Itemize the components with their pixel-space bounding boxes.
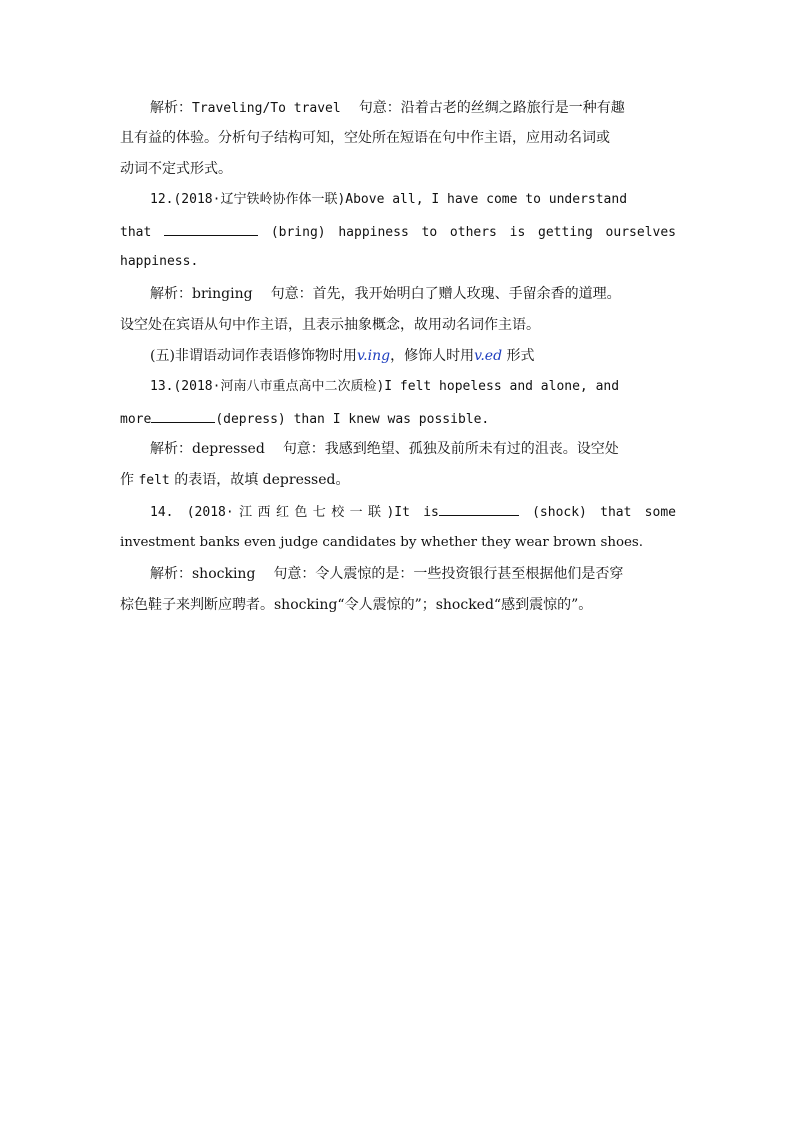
analysis-text: 的表语，故填: [174, 472, 259, 488]
question-14-line-1: [150, 501, 676, 521]
term-v-ed: v.ed: [474, 348, 503, 364]
question-text: more: [120, 412, 152, 427]
analysis-12-line-1: [150, 284, 676, 304]
section-text: (五)非谓语动词作表语修饰物时用: [150, 348, 357, 364]
question-14-line-2: investment banks even judge candidates by whether they wear brown shoes.: [120, 535, 644, 550]
sentence-meaning: 句意：我感到绝望、孤独及前所未有过的沮丧。设空处: [282, 441, 619, 457]
section-text: 形式: [506, 348, 535, 364]
quoted-word: felt: [138, 473, 170, 488]
sentence-meaning: 句意：首先，我开始明白了赠人玫瑰、手留余香的道理。: [270, 286, 621, 302]
answer-blank: [164, 221, 258, 236]
answer-text: depressed: [192, 441, 265, 457]
analysis-13-line-1: [150, 439, 676, 459]
term-v-ing: v.ing: [356, 348, 391, 364]
section-five-heading: [150, 346, 676, 366]
answer-text: Traveling/To travel: [192, 101, 341, 116]
analysis-label: 解析：: [150, 100, 192, 116]
analysis-14-line-2: 棕色鞋子来判断应聘者。shocking“令人震惊的”；shocked“感到震惊的”。: [120, 597, 593, 613]
question-text: (depress) than I knew was possible.: [215, 412, 490, 427]
analysis-11-line-1: [150, 98, 676, 118]
question-12-line-1: 12.(2018·辽宁铁岭协作体一联)Above all, I have come to understand: [150, 192, 628, 207]
analysis-11-line-3: 动词不定式形式。: [120, 161, 232, 177]
question-text: (bring) happiness to others is getting ourselves: [270, 225, 676, 240]
analysis-11-line-2: 且有益的体验。分析句子结构可知，空处所在短语在句中作主语，应用动名词或: [120, 130, 610, 146]
sentence-meaning: 句意：令人震惊的是：一些投资银行甚至根据他们是否穿: [273, 566, 624, 582]
question-text: (shock) that some: [532, 505, 676, 520]
answer-text: depressed。: [262, 472, 350, 488]
answer-text: bringing: [192, 286, 253, 302]
question-13-line-2: [120, 408, 676, 428]
question-13-line-1: 13.(2018·河南八市重点高中二次质检)I felt hopeless and alone, and: [150, 379, 620, 394]
answer-blank: [151, 408, 215, 423]
analysis-13-line-2: [120, 470, 676, 490]
analysis-label: 解析：: [150, 441, 192, 457]
question-text: 14. (2018·江西红色七校一联)It is: [150, 505, 439, 520]
question-12-line-2: [120, 221, 676, 241]
question-text: that: [120, 225, 152, 240]
analysis-label: 解析：: [150, 566, 192, 582]
analysis-label: 解析：: [150, 286, 192, 302]
question-12-line-3: happiness.: [120, 254, 199, 269]
answer-blank: [439, 501, 519, 516]
analysis-14-line-1: [150, 564, 676, 584]
answer-text: shocking: [192, 566, 256, 582]
analysis-text: 作: [120, 472, 134, 488]
sentence-meaning: 句意：沿着古老的丝绸之路旅行是一种有趣: [358, 100, 625, 116]
section-text: ，修饰人时用: [390, 348, 475, 364]
analysis-12-line-2: 设空处在宾语从句中作主语，且表示抽象概念，故用动名词作主语。: [120, 317, 540, 333]
